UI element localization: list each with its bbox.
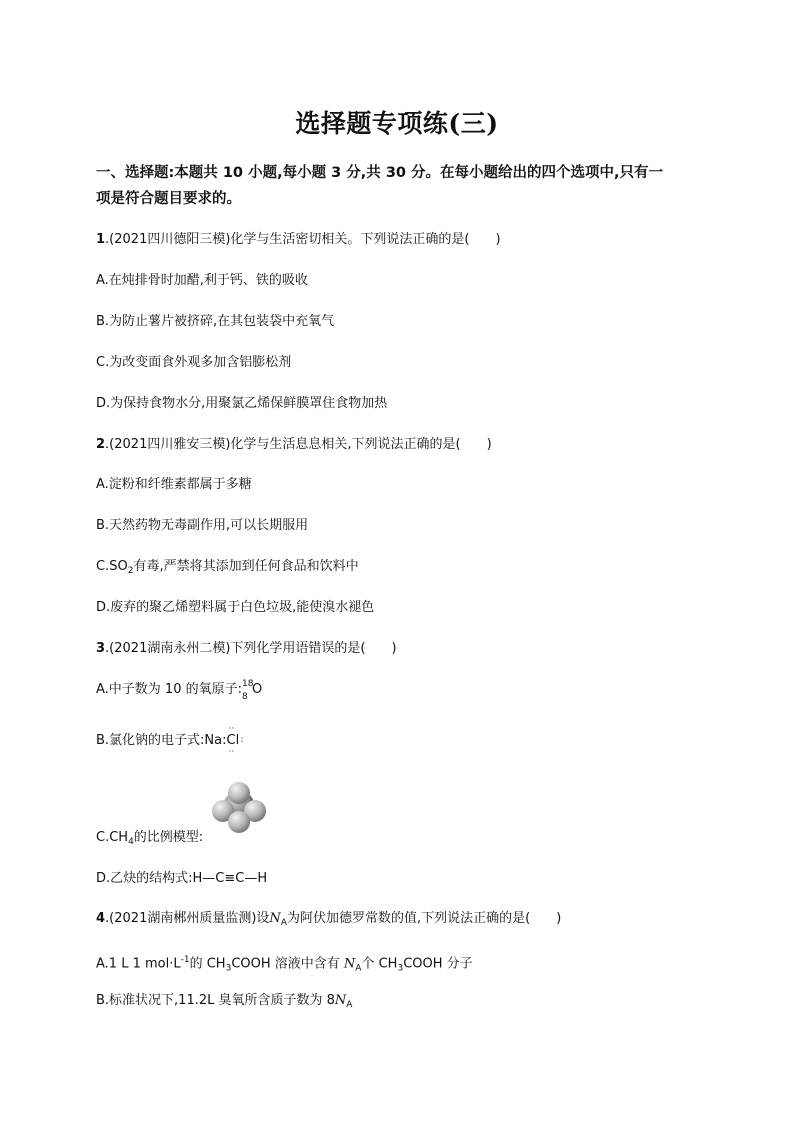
question-3-option-c — [96, 828, 203, 852]
question-1-option-d: D.为保持食物水分,用聚氯乙烯保鲜膜罩住食物加热 — [96, 396, 388, 411]
question-2-option-b: B.天然药物无毒副作用,可以长期服用 — [96, 518, 309, 533]
option-a-part-5: COOH 分子 — [403, 956, 473, 972]
question-1-close: ) — [495, 232, 501, 247]
question-1-stem — [96, 230, 501, 250]
page-title: 选择题专项练(三) — [295, 109, 499, 138]
avogadro-symbol: N — [334, 993, 347, 1008]
avogadro-symbol: N — [269, 911, 281, 926]
question-2-stem — [96, 435, 492, 455]
option-a-superscript: -1 — [180, 955, 190, 965]
avogadro-subscript: A — [346, 1000, 353, 1010]
question-2-number: 2 — [96, 437, 106, 452]
question-4-number: 4 — [96, 911, 106, 926]
option-c-subscript: 2 — [127, 566, 134, 576]
methane-space-filling-model — [208, 780, 270, 834]
hydrogen-atom-sphere-bottom — [228, 811, 250, 833]
question-3-number: 3 — [96, 641, 106, 656]
option-c-text: 的比例模型: — [133, 830, 204, 845]
avogadro-subscript: A — [280, 918, 287, 928]
option-a-part-2: 的 CH — [189, 956, 226, 972]
option-b-text: B.标准状况下,11.2L 臭氧所含质子数为 8 — [96, 993, 335, 1008]
question-3-option-d: D.乙炔的结构式:H—C≡C—H — [96, 871, 268, 886]
section-line-1: 一、选择题:本题共 10 小题,每小题 3 分,共 30 分。在每小题给出的四个选项中,只有一 — [96, 165, 664, 181]
question-3-text: .(2021湖南永州二模)下列化学用语错误的是( — [105, 641, 366, 656]
question-1-number: 1 — [96, 232, 106, 247]
question-2-text: .(2021四川雅安三模)化学与生活息息相关,下列说法正确的是( — [105, 437, 461, 452]
electron-pair-colon: : — [222, 733, 227, 748]
section-instructions — [96, 160, 706, 212]
chloride-electron-dots: Cl ·· ·· : — [226, 724, 244, 757]
option-a-text: A.中子数为 10 的氧原子: — [96, 682, 242, 697]
question-1-option-b: B.为防止薯片被挤碎,在其包装袋中充氧气 — [96, 314, 335, 329]
avogadro-symbol: N — [343, 956, 356, 972]
question-4-option-b — [96, 991, 352, 1015]
question-2-option-c — [96, 557, 359, 581]
question-1-option-c: C.为改变面食外观多加含铝膨松剂 — [96, 355, 292, 370]
question-2-option-a: A.淀粉和纤维素都属于多糖 — [96, 477, 252, 492]
option-c-text: 有毒,严禁将其添加到任何食品和饮料中 — [133, 559, 359, 574]
question-1-text: .(2021四川德阳三模)化学与生活密切相关。下列说法正确的是( — [105, 232, 470, 247]
option-b-text: B.氯化钠的电子式:Na — [96, 733, 223, 748]
avogadro-subscript: A — [355, 963, 362, 974]
hydrogen-atom-sphere-top — [228, 782, 250, 804]
question-1-option-a: A.在炖排骨时加醋,利于钙、铁的吸收 — [96, 273, 308, 288]
option-c-prefix: C.SO — [96, 559, 128, 574]
mass-number: 18 — [241, 679, 254, 689]
question-2-close: ) — [486, 437, 492, 452]
question-4-stem — [96, 909, 561, 933]
option-a-part-4: 个 CH — [361, 956, 398, 972]
question-4-text-post: 为阿伏加德罗常数的值,下列说法正确的是( — [286, 911, 531, 926]
question-3-option-b — [96, 724, 244, 757]
option-a-subscript-2: 3 — [397, 963, 404, 974]
nuclide-notation — [241, 679, 254, 702]
element-symbol: O — [251, 682, 263, 697]
option-a-subscript-1: 3 — [225, 963, 232, 974]
question-4-option-a — [96, 950, 473, 978]
option-a-part-1: A.1 L 1 mol·L — [96, 956, 181, 972]
atomic-number: 8 — [241, 692, 248, 702]
question-3-stem — [96, 639, 397, 659]
question-3-option-a — [96, 680, 262, 700]
section-line-2: 项是符合题目要求的。 — [96, 191, 241, 207]
question-3-close: ) — [391, 641, 397, 656]
option-a-part-3: COOH 溶液中含有 — [231, 956, 344, 972]
question-2-option-d: D.废弃的聚乙烯塑料属于白色垃圾,能使溴水褪色 — [96, 600, 375, 615]
question-4-close: ) — [556, 911, 562, 926]
option-c-subscript: 4 — [128, 837, 134, 847]
option-c-prefix: C.CH — [96, 830, 129, 845]
chlorine-symbol: Cl — [226, 733, 240, 748]
question-4-text-pre: .(2021湖南郴州质量监测)设 — [105, 911, 270, 926]
